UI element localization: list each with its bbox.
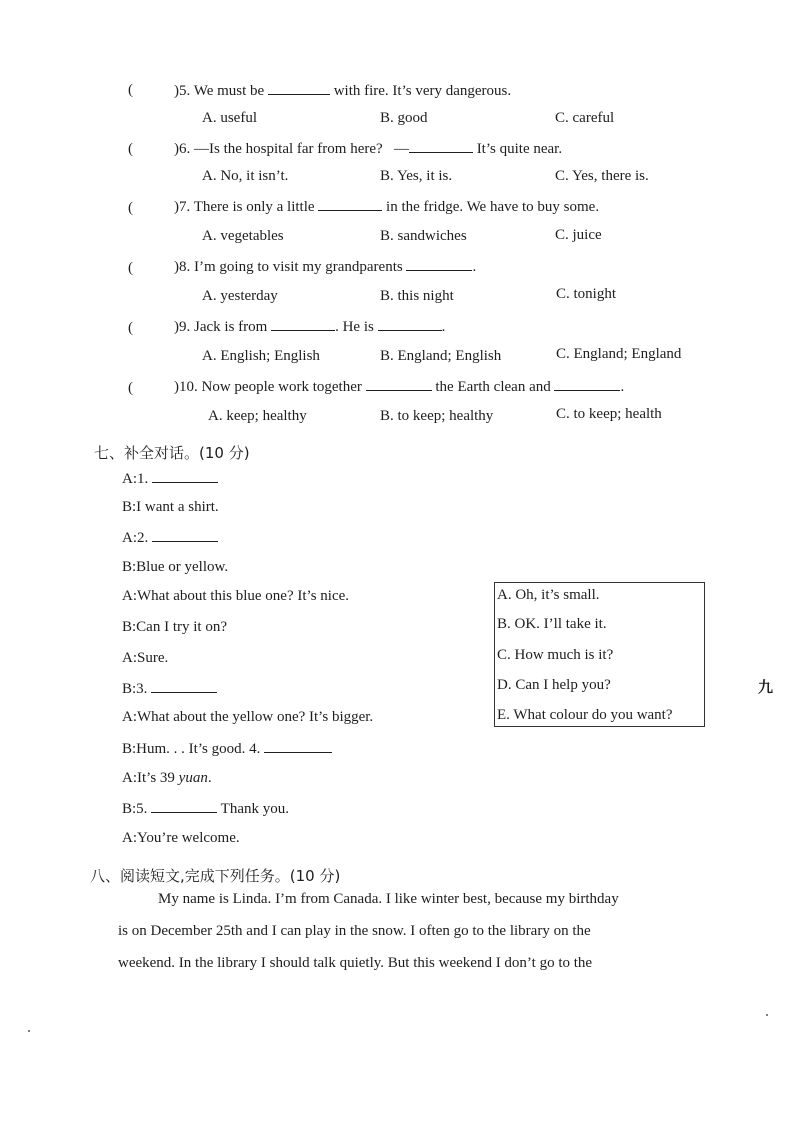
choice-a: A. Oh, it’s small.: [497, 587, 600, 603]
option-c: C. juice: [555, 227, 602, 243]
question-text: the Earth clean and: [435, 379, 551, 395]
passage-line: weekend. In the library I should talk quietly. But this weekend I don’t go to the: [118, 955, 593, 971]
option-a: A. keep; healthy: [208, 408, 307, 424]
question-text: . He is: [335, 319, 374, 335]
answer-paren: (: [128, 260, 133, 276]
question-text: We must be: [193, 83, 265, 99]
choice-b: B. OK. I’ll take it.: [497, 616, 607, 632]
dialogue-line: A:What about the yellow one? It’s bigger.: [122, 709, 374, 725]
blank[interactable]: [151, 800, 217, 813]
option-c: C. careful: [555, 110, 615, 126]
choice-c: C. How much is it?: [497, 647, 614, 663]
question-text: It’s quite near.: [476, 141, 563, 157]
dialogue-line: B:I want a shirt.: [122, 499, 219, 515]
option-c: C. tonight: [556, 286, 617, 302]
question-number: )6.: [174, 141, 191, 157]
passage-line: My name is Linda. I’m from Canada. I like winter best, because my birthday: [158, 891, 619, 907]
option-a: A. yesterday: [202, 288, 278, 304]
question-text: .: [620, 379, 625, 395]
question-text: with fire. It’s very dangerous.: [333, 83, 512, 99]
dialogue-line: A:What about this blue one? It’s nice.: [122, 588, 350, 604]
scan-speck: [28, 1030, 30, 1032]
question-number: )9.: [174, 319, 191, 335]
dialogue-line: A:1.: [122, 470, 218, 488]
question-number: )7.: [174, 199, 191, 215]
question-6: [174, 140, 562, 158]
question-text: I’m going to visit my grandparents: [194, 259, 403, 275]
choice-d: D. Can I help you?: [497, 677, 611, 693]
blank[interactable]: [152, 529, 218, 542]
page-side-marker: 九: [758, 678, 774, 696]
option-b: B. Yes, it is.: [380, 168, 453, 184]
passage-line: is on December 25th and I can play in the snow. I often go to the library on the: [118, 923, 591, 939]
answer-paren: (: [128, 320, 133, 336]
question-text: Jack is from: [194, 319, 268, 335]
option-c: C. England; England: [556, 346, 682, 362]
dialogue-line: A:2.: [122, 529, 218, 547]
question-text: —Is the hospital far from here?: [194, 141, 383, 157]
blank[interactable]: [152, 470, 218, 483]
blank[interactable]: [554, 378, 620, 391]
answer-paren: (: [128, 200, 133, 216]
blank[interactable]: [268, 82, 330, 95]
dialogue-line: A:It’s 39 yuan.: [122, 770, 212, 786]
blank[interactable]: [406, 258, 472, 271]
question-10: [174, 378, 624, 396]
choice-e: E. What colour do you want?: [497, 707, 673, 723]
dialogue-line: B:Can I try it on?: [122, 619, 227, 635]
blank[interactable]: [151, 680, 217, 693]
question-number: )5.: [174, 83, 191, 99]
section-7-title: 七、补全对话。(10 分): [94, 444, 250, 462]
blank[interactable]: [409, 140, 473, 153]
option-a: A. English; English: [202, 348, 320, 364]
blank[interactable]: [366, 378, 432, 391]
dialogue-line: A:You’re welcome.: [122, 830, 240, 846]
question-text: .: [441, 319, 446, 335]
option-c: C. to keep; health: [556, 406, 662, 422]
option-a: A. useful: [202, 110, 257, 126]
question-text: There is only a little: [193, 199, 315, 215]
option-b: B. good: [380, 110, 428, 126]
choices-box: [494, 582, 705, 727]
scan-speck: [766, 1014, 768, 1016]
question-text: .: [472, 259, 477, 275]
option-a: A. No, it isn’t.: [202, 168, 289, 184]
question-8: [174, 258, 476, 276]
blank[interactable]: [271, 318, 335, 331]
option-c: C. Yes, there is.: [555, 168, 649, 184]
answer-paren: (: [128, 141, 133, 157]
question-9: [174, 318, 445, 336]
option-b: B. to keep; healthy: [380, 408, 494, 424]
dialogue-line: A:Sure.: [122, 650, 169, 666]
dialogue-line: B:3.: [122, 680, 217, 698]
answer-paren: (: [128, 380, 133, 396]
option-b: B. England; English: [380, 348, 502, 364]
blank[interactable]: [318, 198, 382, 211]
dialogue-line: B:Blue or yellow.: [122, 559, 229, 575]
dialogue-line: B:5. Thank you.: [122, 801, 289, 817]
section-8-title: 八、阅读短文,完成下列任务。(10 分): [90, 867, 341, 885]
question-number: )10.: [174, 379, 198, 395]
question-text: in the fridge. We have to buy some.: [386, 199, 600, 215]
option-a: A. vegetables: [202, 228, 284, 244]
question-text: —: [393, 141, 409, 157]
option-b: B. sandwiches: [380, 228, 467, 244]
question-5: [174, 82, 511, 100]
blank[interactable]: [264, 740, 332, 753]
option-b: B. this night: [380, 288, 454, 304]
question-number: )8.: [174, 259, 191, 275]
question-text: Now people work together: [201, 379, 362, 395]
question-7: [174, 198, 599, 216]
answer-paren: (: [128, 82, 133, 98]
dialogue-line: B:Hum. . . It’s good. 4.: [122, 740, 332, 758]
blank[interactable]: [378, 318, 442, 331]
